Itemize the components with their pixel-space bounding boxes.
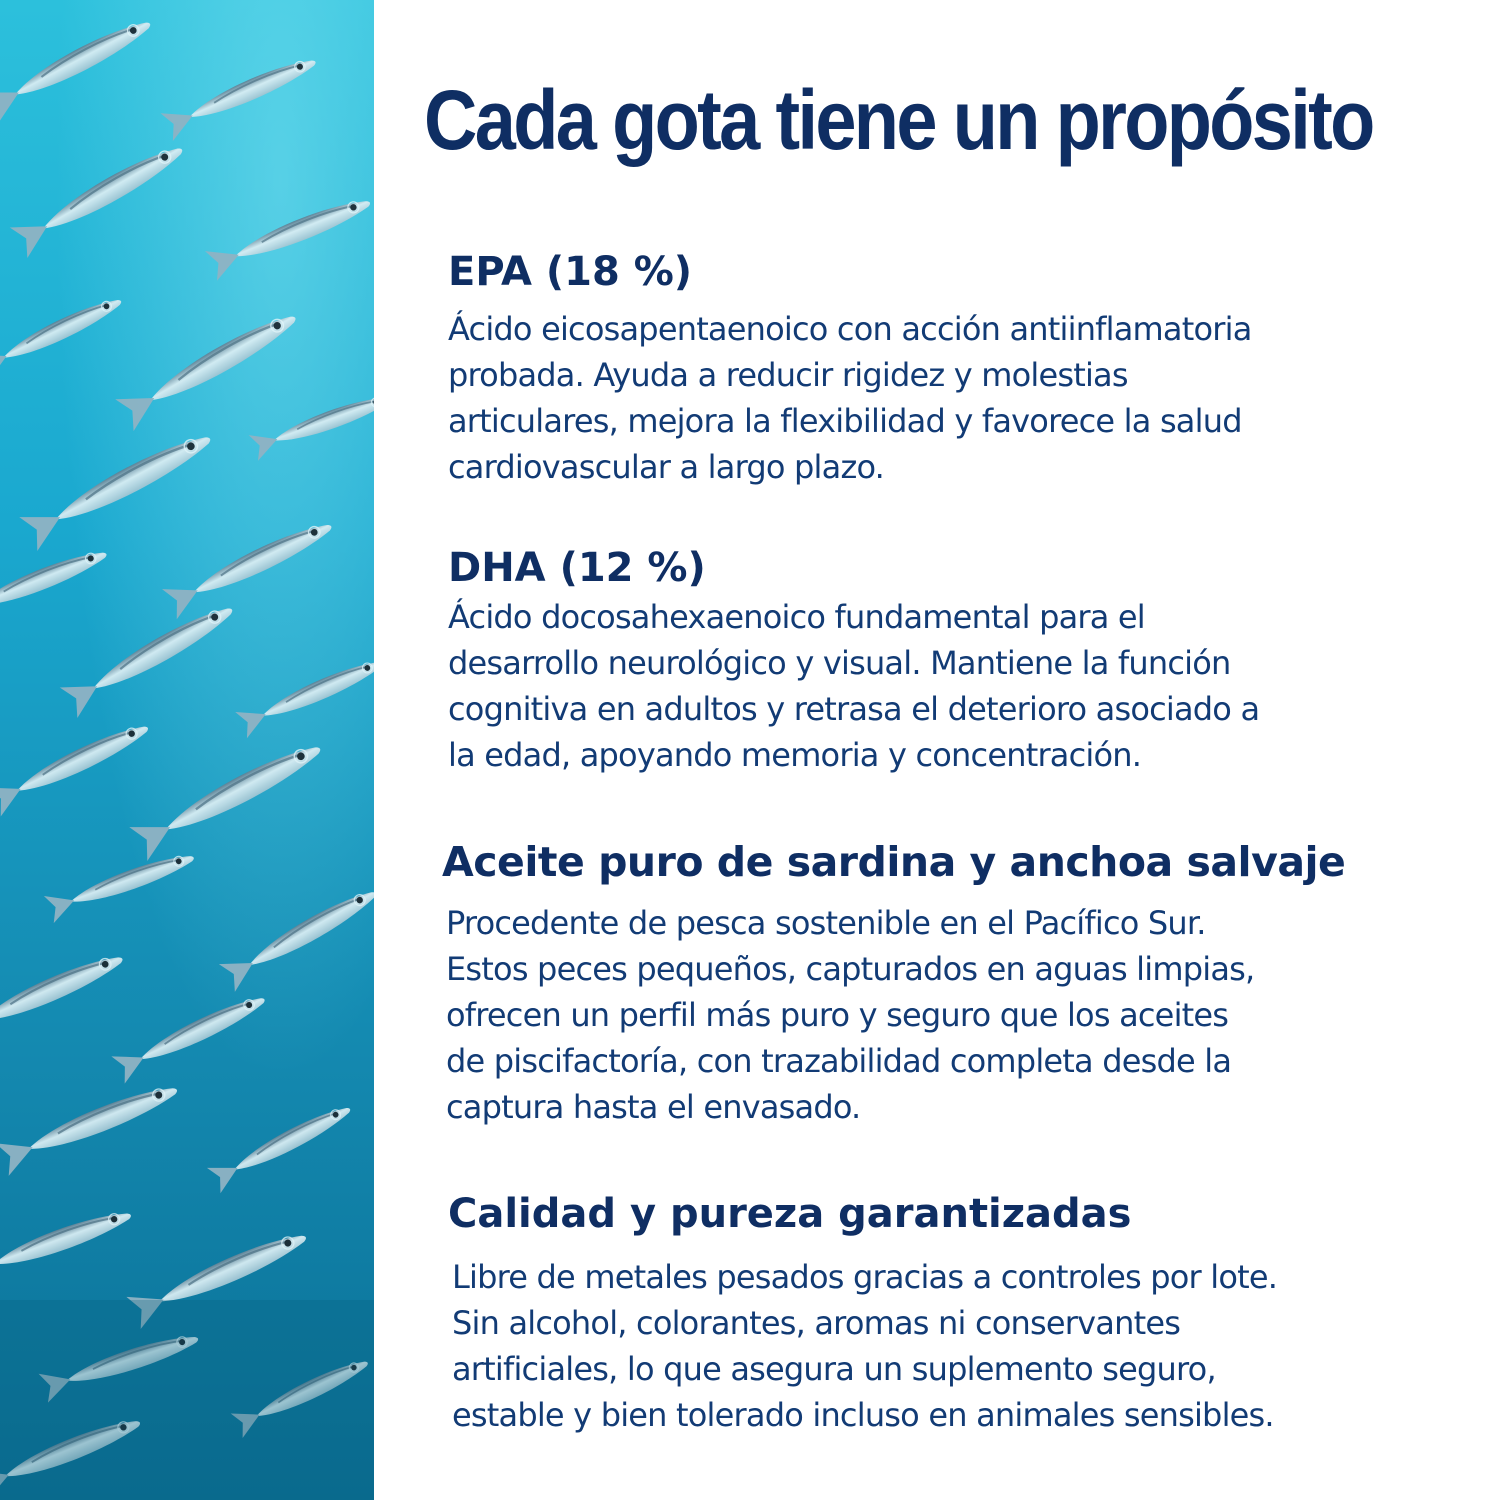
section-body-oil-source: Procedente de pesca sostenible en el Pacífico Sur. Estos peces pequeños, capturados en aguas limpias, ofrecen un perfil más puro y seguro que los aceites de piscifactoría, con trazabilidad completa desde la captura hasta el envasado. xyxy=(446,904,1255,1126)
section-heading-epa: EPA (18 %) xyxy=(448,249,693,295)
section-body-quality: Libre de metales pesados gracias a controles por lote. Sin alcohol, colorantes, aromas ni conservantes artificiales, lo que asegura un suplemento seguro, estable y bien tolerado incluso en animales sensibles. xyxy=(452,1258,1278,1434)
section-oil-source xyxy=(442,836,1345,1130)
section-dha xyxy=(448,542,1259,778)
section-quality xyxy=(448,1188,1277,1438)
page-title: Cada gota tiene un propósito xyxy=(424,73,1373,167)
section-heading-oil-source: Aceite puro de sardina y anchoa salvaje xyxy=(442,838,1346,886)
section-body-dha: Ácido docosahexaenoico fundamental para el desarrollo neurológico y visual. Mantiene la función cognitiva en adultos y retrasa el deterioro asociado a la edad, apoyando memoria y concentración. xyxy=(448,598,1260,774)
content-panel xyxy=(374,0,1500,1500)
section-heading-quality: Calidad y pureza garantizadas xyxy=(448,1191,1132,1237)
section-body-epa: Ácido eicosapentaenoico con acción antiinflamatoria probada. Ayuda a reducir rigidez y molestias articulares, mejora la flexibilidad y favorece la salud cardiovascular a largo plazo. xyxy=(448,310,1252,486)
section-epa xyxy=(448,246,1252,490)
section-heading-dha: DHA (12 %) xyxy=(448,545,706,591)
fish-school-photo xyxy=(0,0,374,1500)
